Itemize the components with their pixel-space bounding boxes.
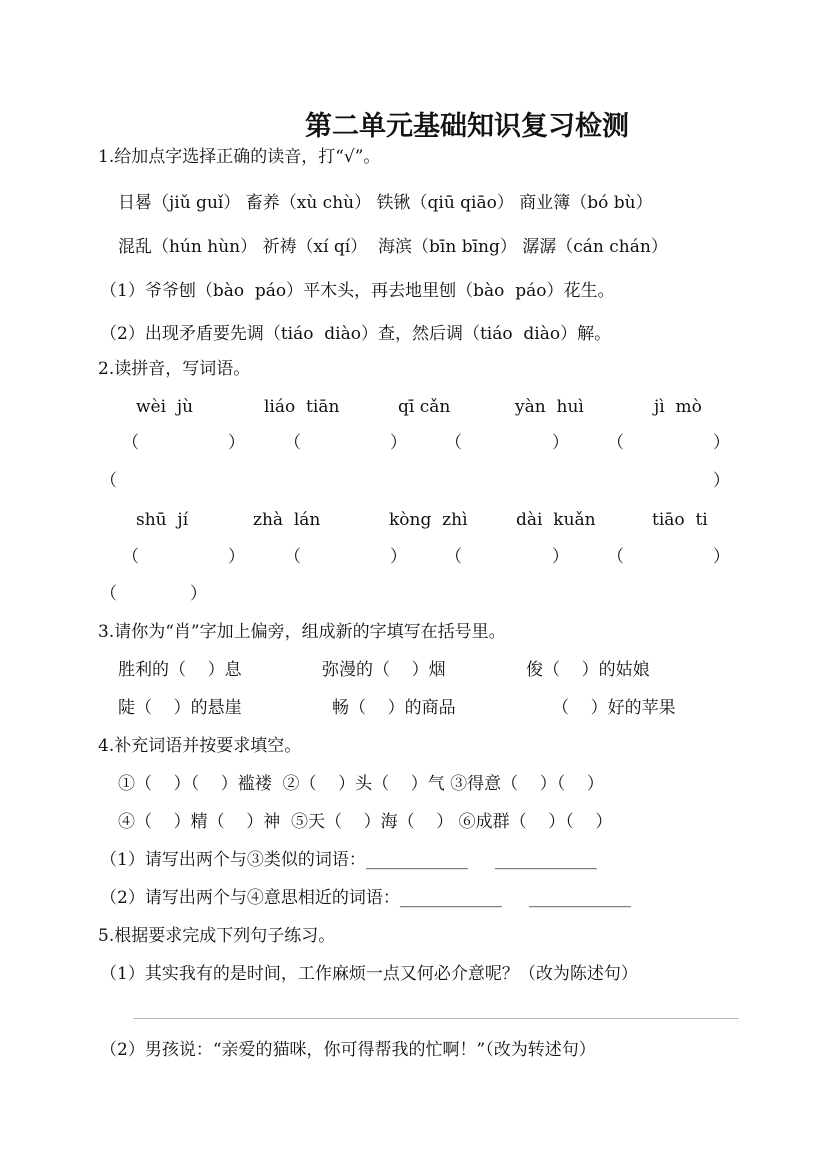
q3-item: 畅（ ）的商品 — [332, 698, 456, 718]
q1-sub-question-2: （2）出现矛盾要先调（tiáo diào）查，然后调（tiáo diào）解。 — [100, 324, 612, 344]
answer-paren-open: （ — [284, 547, 301, 567]
answer-paren-open: （ — [607, 547, 624, 567]
answer-paren-close: ） — [190, 584, 207, 604]
q1-heading: 1.给加点字选择正确的读音，打“√”。 — [98, 147, 381, 167]
q2-pinyin: qī cǎn — [398, 397, 451, 417]
q4-idiom-row-2: ④（ ）精（ ）神 ⑤天（ ）海（ ） ⑥成群（ ）（ ） — [118, 812, 613, 832]
answer-paren-close: ） — [552, 547, 569, 567]
q3-item: （ ）好的苹果 — [552, 698, 676, 718]
answer-paren-close: ） — [552, 433, 569, 453]
q2-pinyin: shū jí — [136, 510, 189, 530]
answer-paren-close: ） — [713, 471, 730, 491]
answer-paren-open: （ — [100, 471, 117, 491]
q2-pinyin: dài kuǎn — [516, 510, 596, 530]
answer-paren-open: （ — [445, 433, 462, 453]
q3-heading: 3.请你为“肖”字加上偏旁，组成新的字填写在括号里。 — [98, 622, 506, 642]
q2-pinyin: liáo tiān — [264, 397, 340, 417]
q4-heading: 4.补充词语并按要求填空。 — [98, 736, 302, 756]
q3-item: 俊（ ）的姑娘 — [526, 660, 650, 680]
answer-paren-open: （ — [607, 433, 624, 453]
page-title: 第二单元基础知识复习检测 — [305, 111, 629, 142]
answer-paren-open: （ — [100, 584, 117, 604]
q3-item: 陡（ ）的悬崖 — [118, 698, 242, 718]
q1-pinyin-row-1: 日晷（jiǔ guǐ） 畜养（xù chù） 铁锹（qiū qiāo） 商业簿（bó bù） — [118, 193, 653, 213]
q4-sub-question-1: （1）请写出两个与③类似的词语：____________ ____________ — [100, 850, 597, 870]
answer-paren-open: （ — [122, 433, 139, 453]
answer-paren-close: ） — [713, 547, 730, 567]
q5-sub-question-1: （1）其实我有的是时间，工作麻烦一点又何必介意呢？（改为陈述句） — [100, 964, 638, 984]
q2-pinyin: jì mò — [654, 397, 702, 417]
answer-paren-close: ） — [228, 433, 245, 453]
q5-heading: 5.根据要求完成下列句子练习。 — [98, 926, 336, 946]
answer-paren-close: ） — [390, 433, 407, 453]
q5-sub-question-2: （2）男孩说：“亲爱的猫咪，你可得帮我的忙啊！”（改为转述句） — [100, 1040, 596, 1060]
answer-paren-open: （ — [445, 547, 462, 567]
answer-line — [133, 1018, 739, 1019]
q2-pinyin: kòng zhì — [389, 510, 468, 530]
q3-item: 弥漫的（ ）烟 — [322, 660, 446, 680]
answer-paren-close: ） — [713, 433, 730, 453]
q1-sub-question-1: （1）爷爷刨（bào páo）平木头，再去地里刨（bào páo）花生。 — [100, 281, 615, 301]
answer-paren-close: ） — [390, 547, 407, 567]
q2-pinyin: zhà lán — [253, 510, 321, 530]
q2-pinyin: wèi jù — [136, 397, 194, 417]
answer-paren-close: ） — [228, 547, 245, 567]
q4-idiom-row-1: ①（ ）（ ）褴褛 ②（ ）头（ ）气 ③得意（ ）（ ） — [118, 774, 604, 794]
q2-heading: 2.读拼音，写词语。 — [98, 359, 251, 379]
answer-paren-open: （ — [284, 433, 301, 453]
q2-pinyin: yàn huì — [515, 397, 584, 417]
answer-paren-open: （ — [122, 547, 139, 567]
q1-pinyin-row-2: 混乱（hún hùn） 祈祷（xí qí） 海滨（bīn bīng） 潺潺（cán chán） — [118, 237, 668, 257]
q3-item: 胜利的（ ）息 — [118, 660, 242, 680]
q4-sub-question-2: （2）请写出两个与④意思相近的词语：____________ ____________ — [100, 888, 631, 908]
q2-pinyin: tiāo ti — [652, 510, 708, 530]
